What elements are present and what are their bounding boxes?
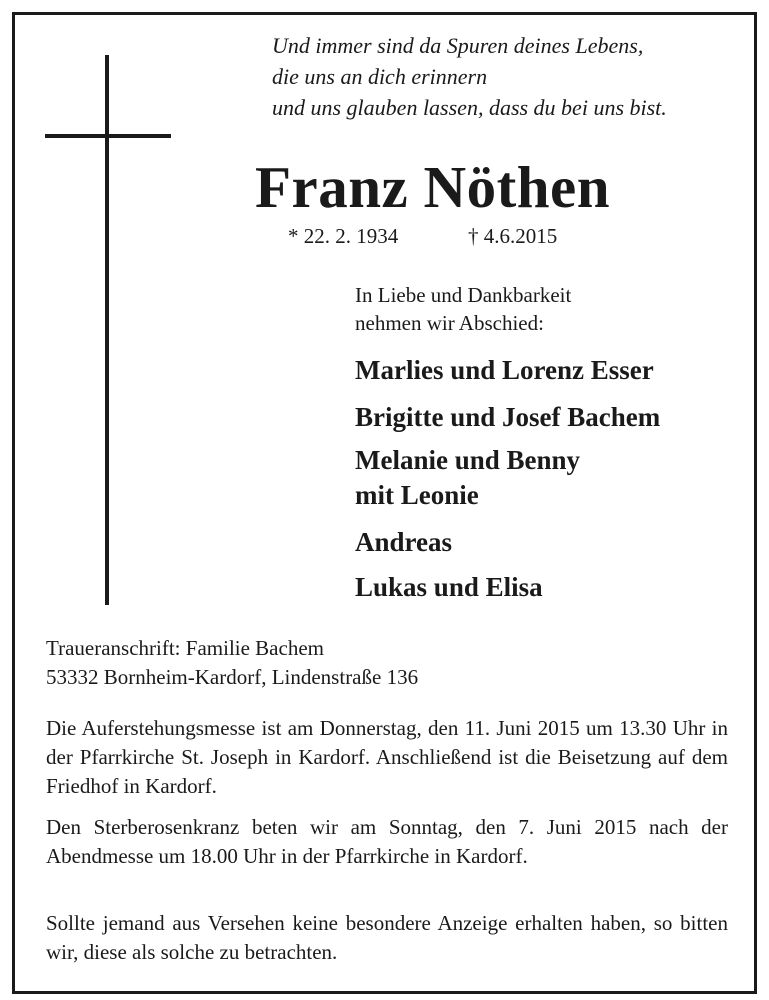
quote-line: die uns an dich erinnern [272,64,488,89]
memorial-quote [272,30,742,123]
quote-line: Und immer sind da Spuren deines Lebens, [272,33,644,58]
mourner-name: Brigitte und Josef Bachem [355,402,661,432]
notice-disclaimer-paragraph: Sollte jemand aus Versehen keine besondere Anzeige erhalten haben, so bitten wir, diese als solche zu betrachten. [46,911,728,964]
mourner-name: Marlies und Lorenz Esser [355,355,654,385]
rosary-info-paragraph: Den Sterberosenkranz beten wir am Sonntag, den 7. Juni 2015 nach der Abendmesse um 18.00 Uhr in der Pfarrkirche in Kardorf. [46,815,728,868]
death-date: † 4.6.2015 [468,224,558,248]
mourner-name: Andreas [355,527,453,557]
farewell-text [355,281,571,337]
mourner-name: mit Leonie [355,480,479,510]
mourning-address [46,634,418,692]
cross-icon-crossbar [45,134,171,138]
mourner-name: Lukas und Elisa [355,572,543,602]
mourner-name: Melanie und Benny [355,445,581,475]
quote-line: und uns glauben lassen, dass du bei uns bist. [272,95,667,120]
farewell-line: nehmen wir Abschied: [355,311,544,335]
deceased-name: Franz Nöthen [255,154,611,220]
farewell-line: In Liebe und Dankbarkeit [355,283,572,307]
address-line: Traueranschrift: Familie Bachem [46,636,324,660]
birth-date: * 22. 2. 1934 [288,224,399,248]
service-info-paragraph: Die Auferstehungsmesse ist am Donnerstag, den 11. Juni 2015 um 13.30 Uhr in der Pfarrkirche St. Joseph in Kardorf. Anschließend ist die Beisetzung auf dem Friedhof in Kardorf. [46,716,728,798]
address-line: 53332 Bornheim-Kardorf, Lindenstraße 136 [46,665,419,689]
